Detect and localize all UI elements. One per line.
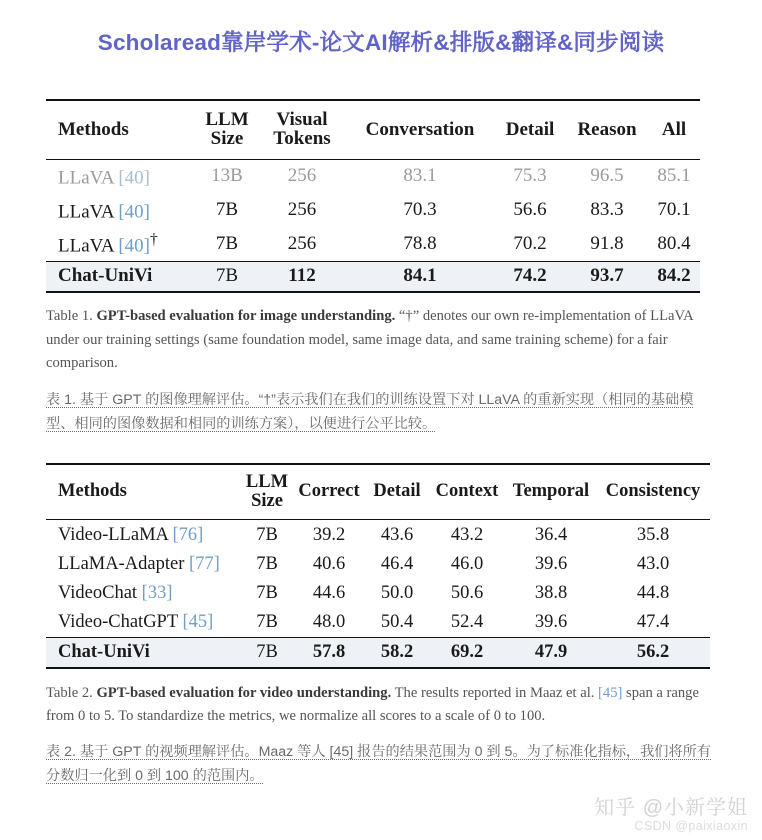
- cell-context: 50.6: [450, 583, 484, 604]
- table-1-caption: [46, 305, 694, 376]
- watermark: [594, 797, 748, 834]
- caption-rest-a: The results reported in Maaz et al.: [391, 684, 599, 701]
- method-name: Video-ChatGPT: [58, 612, 178, 633]
- cell-context: 43.2: [450, 524, 484, 545]
- method-name: LLaMA-Adapter: [58, 554, 185, 575]
- col-header-methods: Methods: [58, 480, 127, 501]
- cell-all: 85.1: [657, 165, 691, 187]
- method-name: LLaVA: [58, 234, 114, 256]
- cell-llm-size: 7B: [256, 524, 278, 545]
- cell-method: [46, 550, 242, 579]
- video-understanding-table: [46, 463, 710, 669]
- cell-detail: 58.2: [366, 637, 428, 668]
- method-name: LLaVA: [58, 201, 114, 223]
- table-row-highlight: [46, 261, 700, 292]
- cell-llm-size: 13B: [211, 165, 243, 187]
- citation-ref[interactable]: [45]: [598, 684, 623, 701]
- title-banner: [0, 0, 762, 82]
- citation-ref[interactable]: [76]: [172, 524, 204, 545]
- cell-temporal: 39.6: [534, 612, 568, 633]
- cell-detail: 70.2: [513, 232, 547, 254]
- cell-visual-tokens: 112: [258, 261, 346, 292]
- page-title: Scholaread靠岸学术-论文AI解析&排版&翻译&同步阅读: [97, 30, 665, 55]
- cell-llm-size: 7B: [196, 261, 258, 292]
- cell-method: [46, 159, 196, 193]
- cell-visual-tokens: 256: [287, 232, 317, 254]
- cell-consistency: 35.8: [636, 524, 670, 545]
- table-2-body: [46, 520, 710, 668]
- col-header-correct: Correct: [298, 480, 360, 501]
- cell-detail: 46.4: [380, 554, 414, 575]
- table-2-header: [46, 464, 710, 520]
- dagger-mark: †: [150, 230, 158, 248]
- cell-detail: 50.4: [380, 612, 414, 633]
- citation-ref[interactable]: [40]: [118, 201, 150, 223]
- cell-method: Chat-UniVi: [46, 637, 242, 668]
- image-understanding-table: [46, 99, 700, 293]
- cell-visual-tokens: 256: [287, 165, 317, 187]
- cell-llm-size: 7B: [256, 554, 278, 575]
- col-header-llm-size: [196, 100, 258, 159]
- cell-method: [46, 520, 242, 550]
- table-row: [46, 227, 700, 261]
- cell-detail: 50.0: [380, 583, 414, 604]
- cell-correct: 48.0: [312, 612, 346, 633]
- cell-all: 80.4: [657, 232, 691, 254]
- cell-method: Chat-UniVi: [46, 261, 196, 292]
- caption-rest-b: span a range from 0 to 5. To standardize the metrics, we normalize all scores to a scale of 0 to 100.: [46, 684, 699, 725]
- col-header-llm-line1: LLM: [205, 109, 249, 130]
- cell-correct: 40.6: [312, 554, 346, 575]
- col-header-conversation: Conversation: [365, 118, 475, 140]
- cell-context: 46.0: [450, 554, 484, 575]
- cell-conversation: 78.8: [403, 232, 437, 254]
- cell-method: [46, 579, 242, 608]
- table-row: [46, 193, 700, 227]
- table-1-wrapper: [46, 99, 716, 293]
- table-header-row: [46, 464, 710, 520]
- table-row: [46, 579, 710, 608]
- cell-reason: 93.7: [566, 261, 648, 292]
- cell-context: 69.2: [428, 637, 506, 668]
- col-header-llm-line1: LLM: [245, 471, 289, 492]
- cell-temporal: 38.8: [534, 583, 568, 604]
- table-1-caption-chinese: 表 1. 基于 GPT 的图像理解评估。“†”表示我们在我们的训练设置下对 LLaVA 的重新实现（相同的基础模型、相同的图像数据和相同的训练方案），以便进行公平比较。: [46, 391, 694, 433]
- col-header-all: All: [661, 118, 687, 140]
- cell-reason: 96.5: [590, 165, 624, 187]
- table-2-caption-chinese: 表 2. 基于 GPT 的视频理解评估。Maaz 等人 [45] 报告的结果范围为 0 到 5。为了标准化指标，我们将所有分数归一化到 0 到 100 的范围内。: [46, 743, 712, 785]
- cell-detail: 74.2: [494, 261, 566, 292]
- caption-bold-title: GPT-based evaluation for video understanding.: [96, 684, 392, 701]
- cell-consistency: 43.0: [636, 554, 670, 575]
- col-header-visual-tokens: [258, 100, 346, 159]
- method-name: Video-LLaMA: [58, 524, 168, 545]
- cell-consistency: 56.2: [596, 637, 710, 668]
- cell-reason: 83.3: [590, 199, 624, 221]
- cell-llm-size: 7B: [256, 583, 278, 604]
- cell-reason: 91.8: [590, 232, 624, 254]
- col-header-visual-line2: Tokens: [273, 128, 331, 150]
- table-row: [46, 159, 700, 193]
- section-spacer: [46, 437, 716, 463]
- col-header-detail: Detail: [373, 480, 421, 501]
- cell-conversation: 84.1: [346, 261, 494, 292]
- caption-label: Table 2.: [46, 684, 93, 701]
- col-header-detail: Detail: [505, 118, 555, 140]
- method-name: LLaVA: [58, 167, 114, 189]
- cell-llm-size: 7B: [215, 199, 239, 221]
- table-1-body: [46, 159, 700, 292]
- table-1-header: [46, 100, 700, 159]
- cell-detail: 43.6: [380, 524, 414, 545]
- cell-visual-tokens: 256: [287, 199, 317, 221]
- cell-context: 52.4: [450, 612, 484, 633]
- caption-bold-title: GPT-based evaluation for image understanding.: [96, 307, 396, 324]
- cell-conversation: 83.1: [403, 165, 437, 187]
- col-header-consistency: Consistency: [605, 480, 701, 501]
- col-header-llm-size: [242, 464, 292, 520]
- table-row-highlight: [46, 637, 710, 668]
- col-header-temporal: Temporal: [512, 480, 590, 501]
- document-body: [0, 99, 762, 789]
- cell-correct: 39.2: [312, 524, 346, 545]
- citation-ref[interactable]: [45]: [182, 612, 214, 633]
- watermark-main-text: 知乎 @小新学姐: [594, 797, 748, 820]
- cell-method: [46, 608, 242, 638]
- col-header-context: Context: [435, 480, 499, 501]
- cell-all: 70.1: [657, 199, 691, 221]
- cell-llm-size: 7B: [215, 232, 239, 254]
- cell-detail: 56.6: [513, 199, 547, 221]
- cell-all: 84.2: [648, 261, 700, 292]
- col-header-reason: Reason: [577, 118, 637, 140]
- citation-ref[interactable]: [33]: [141, 583, 173, 604]
- method-name: VideoChat: [58, 583, 138, 604]
- cell-correct: 57.8: [292, 637, 366, 668]
- col-header-llm-line2: Size: [251, 490, 283, 511]
- table-row: [46, 608, 710, 638]
- table-row: [46, 550, 710, 579]
- col-header-methods: Methods: [58, 118, 129, 140]
- cell-llm-size: 7B: [242, 637, 292, 668]
- watermark-sub-text: CSDN @paixiaoxin: [634, 819, 748, 834]
- table-header-row: [46, 100, 700, 159]
- citation-ref[interactable]: [40]: [118, 167, 150, 189]
- citation-ref[interactable]: [77]: [189, 554, 220, 575]
- caption-label: Table 1.: [46, 307, 93, 324]
- caption-rest: “†” denotes our own re-implementation of LLaVA under our training settings (same foundation model, same image data, and same training scheme) for a fair comparison.: [46, 307, 693, 372]
- citation-ref[interactable]: [40]: [118, 234, 150, 256]
- cell-correct: 44.6: [312, 583, 346, 604]
- table-2-caption: [46, 682, 710, 729]
- table-2-wrapper: [46, 463, 716, 669]
- cell-consistency: 44.8: [636, 583, 670, 604]
- cell-method: [46, 193, 196, 227]
- col-header-visual-line1: Visual: [276, 109, 328, 130]
- cell-method: [46, 227, 196, 261]
- cell-temporal: 39.6: [534, 554, 568, 575]
- cell-temporal: 36.4: [534, 524, 568, 545]
- cell-consistency: 47.4: [636, 612, 670, 633]
- cell-temporal: 47.9: [506, 637, 596, 668]
- cell-detail: 75.3: [513, 165, 547, 187]
- table-row: [46, 520, 710, 550]
- cell-conversation: 70.3: [403, 199, 437, 221]
- col-header-llm-line2: Size: [210, 128, 244, 150]
- cell-llm-size: 7B: [256, 612, 278, 633]
